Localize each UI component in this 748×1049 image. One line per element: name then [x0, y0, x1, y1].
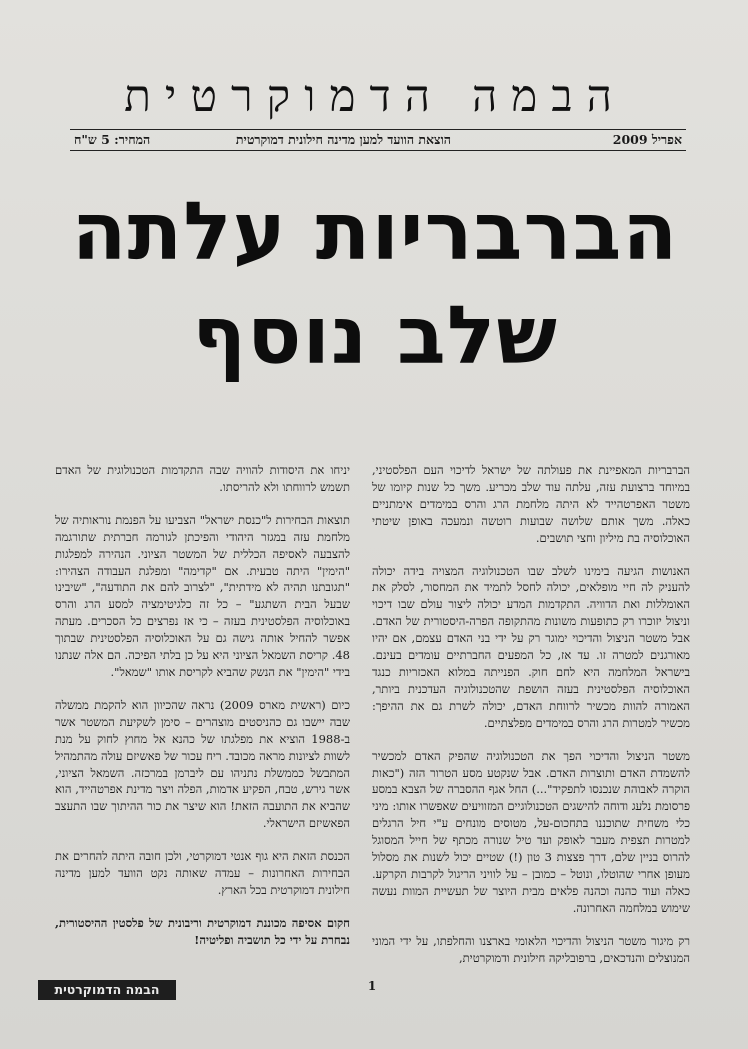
publisher-line: הוצאת הוועד למען מדינה חילונית דמוקרטית — [235, 132, 451, 147]
paragraph: הכנסת הזאת היא גוף אנטי דמוקרטי, ולכן חובה היתה להחרים את הבחירות האחרונות – עמדה שאותה נקט הוועד למען מדינה חילונית דמוקרטית בכל הארץ. — [55, 849, 350, 897]
paragraph: האנושות הגיעה בימינו לשלב שבו הטכנולוגיה המצויה בידה יכולה להעניק לה חיי מופלאים, יכולה לחסל לתמיד את המחסור, לסלק את האומללות ואת הדוויה. התקדמות המדע יכולה ליצור עולם שבו דיכוי וניצול יזוכרו רק כתופעות משונות מהתקופה הפרה-היסטורית של האדם. אבל משטר הניצול והדיכוי ימוגר רק על ידי בני האדם עצמם, אם יהיו מאורגנים למטרה זו. עד אז, כל המפעים החברתיים עומדים בעינם. בישראל המלחמה היא לחם חוק. הפנייתה במלוא האכזריות כנגד האוכלוסיה הפלסטינית בעזה הושפת שהטכנולוגיה העדכנית ביותר, האמורה להוות מכשיר לרווחת האדם, יכולה לשרת גם את ההיפך: מכשיר למטרות הרג והרס במימדים מפלצתיים. — [372, 563, 690, 730]
closing-slogan: חקום אסיפה מכוננת דמוקרטית וריבונית של פלסטין ההיסטורית, נבחרת על ידי כל תושביה ופליטיה! — [55, 915, 350, 947]
issue-date: אפריל 2009 — [612, 132, 682, 147]
article-column-left — [55, 462, 350, 965]
masthead-title: הבמה הדמוקרטית — [124, 71, 626, 122]
masthead-rule-bottom — [70, 150, 686, 151]
article-column-right — [372, 462, 690, 982]
masthead-subline — [70, 131, 686, 149]
paragraph: משטר הניצול והדיכוי הפך את הטכנולוגיה שהפיק האדם למכשיר להשמדת האדם ותוצרות האדם. אבל שנקטע מסע הטרור הזה ("כאות הוקרה לאבוהת שנכנסו לתפקיד"...) החל אגף ההסברה של הצבא במסע פרסומת נלעג ודוחה להישגים הטכנולוגיים המזוויעים שאפשרו אותו: מיני כלי משחית שתוכננו בתחכום-על, מטוסים מונחים ע"י חיל הרגלים למטרות תצפית מעבר לאופק ועד טיל שנורה מכתף של חייל המסוגל להרוס בניין שלם, דרך פצצות 3 טון (!) שטיים יכול לשנות את מסלול מעופן אחרי שהוטלו, ונוטל – כמובן – על לוויני הריגול לקרבות הקרקע. כאלה ועוד כהנה וכהנה פלאים מבית היוצר של תעשיית המוות נעשה שימוש במלחמה האחרונה. — [372, 748, 690, 915]
page-number: 1 — [367, 979, 377, 993]
headline-line-2: שלב נוסף — [192, 289, 558, 382]
paragraph: יניחו את היסודות להוויה שבה התקדמות הטכנולוגית של האדם תשמש לרווחתו ולא להריסתו. — [55, 463, 350, 494]
paragraph: כיום (ראשית מארס 2009) נראה שהכיוון הוא להקמת ממשלה שבה יישבו גם כהניסטים מוצהרים – סימן לשקיעת המשטר אשר ב-1988 הוציא את מפלגתו של כהנא אל מחוץ לחוק על מנת לשוות לציונות מראה מכובד. ריח עכור של פאשיזם עולה מהתמהיל המתבשל כממשלת נתניהו עם ליברמן במרכזה. השמאל הציוני, אשר גירש, טבח, הפקיע אדמות, הפלה ויצר מדינת אפרטהייד, הוא שהביא את התועבה הזאת! הוא שיצר את כור ההיתוך שבו התעצב הפאשיזם הישראלי. — [55, 697, 350, 831]
masthead-rule-top — [70, 129, 686, 130]
paragraph: תוצאות הבחירות ל"כנסת ישראל" הצביעו על הפנמת נוראותיה של מלחמת עזה במגזר היהודי והפיכתן לגורמה חברתית שתורגמה להצבעה לאסיפה הכללית של המשטר הציוני. הנהירה למפלגות "הימין" היתה טבעית. אם "קדימה" ומפלגת העבודה הצהירו: "תגובתנו תהיה לא מידתית", "לצרוב להם את התודעה", "שיבינו שבעל הבית השתגע" – כל זה כלגיטימציה למסע הרג והרס באוכלוסיה הפלסטינית בעזה – כי אז נפרצים כל הסכרים. מעתה אפשר להחיל אותה גישה גם על האוכלוסיה הפלסטינית שבתוך 48. קריסת השמאל הציוני היא על כן בלתי הפיכה. הם אלה שנתנו בידי "הימין" את הנשק שהביא לקריסת אותו "שמאל". — [55, 512, 350, 679]
main-headline — [50, 180, 700, 388]
paragraph: רק מיגור משטר הניצול והדיכוי הלאומי בארצנו והחלפתו, על ידי המוני המנוצלים והנדכאים, ברפובליקה חילונית ודמוקרטית, — [372, 933, 690, 965]
paragraph: הברבריות המאפיינת את פעולתה של ישראל לדיכוי העם הפלסטיני, במיוחד ברצועת עזה, עלתה עוד שלב מכריע. משך כל שנות קיומו של משטר האפרטהייד לא היתה מלחמת הרג והרס במימדים אימתניים כאלה. משך אותם שלושה שבועות רוטשה ונמעכה באופן שיטתי האוכלוסיה בת מיליון וחצי תושבים. — [372, 463, 690, 545]
headline-line-1: הברבריות עלתה — [71, 185, 679, 278]
issue-price: המחיר: 5 ש"ח — [74, 132, 151, 147]
footer-label: הבמה הדמוקרטית — [38, 980, 176, 1000]
